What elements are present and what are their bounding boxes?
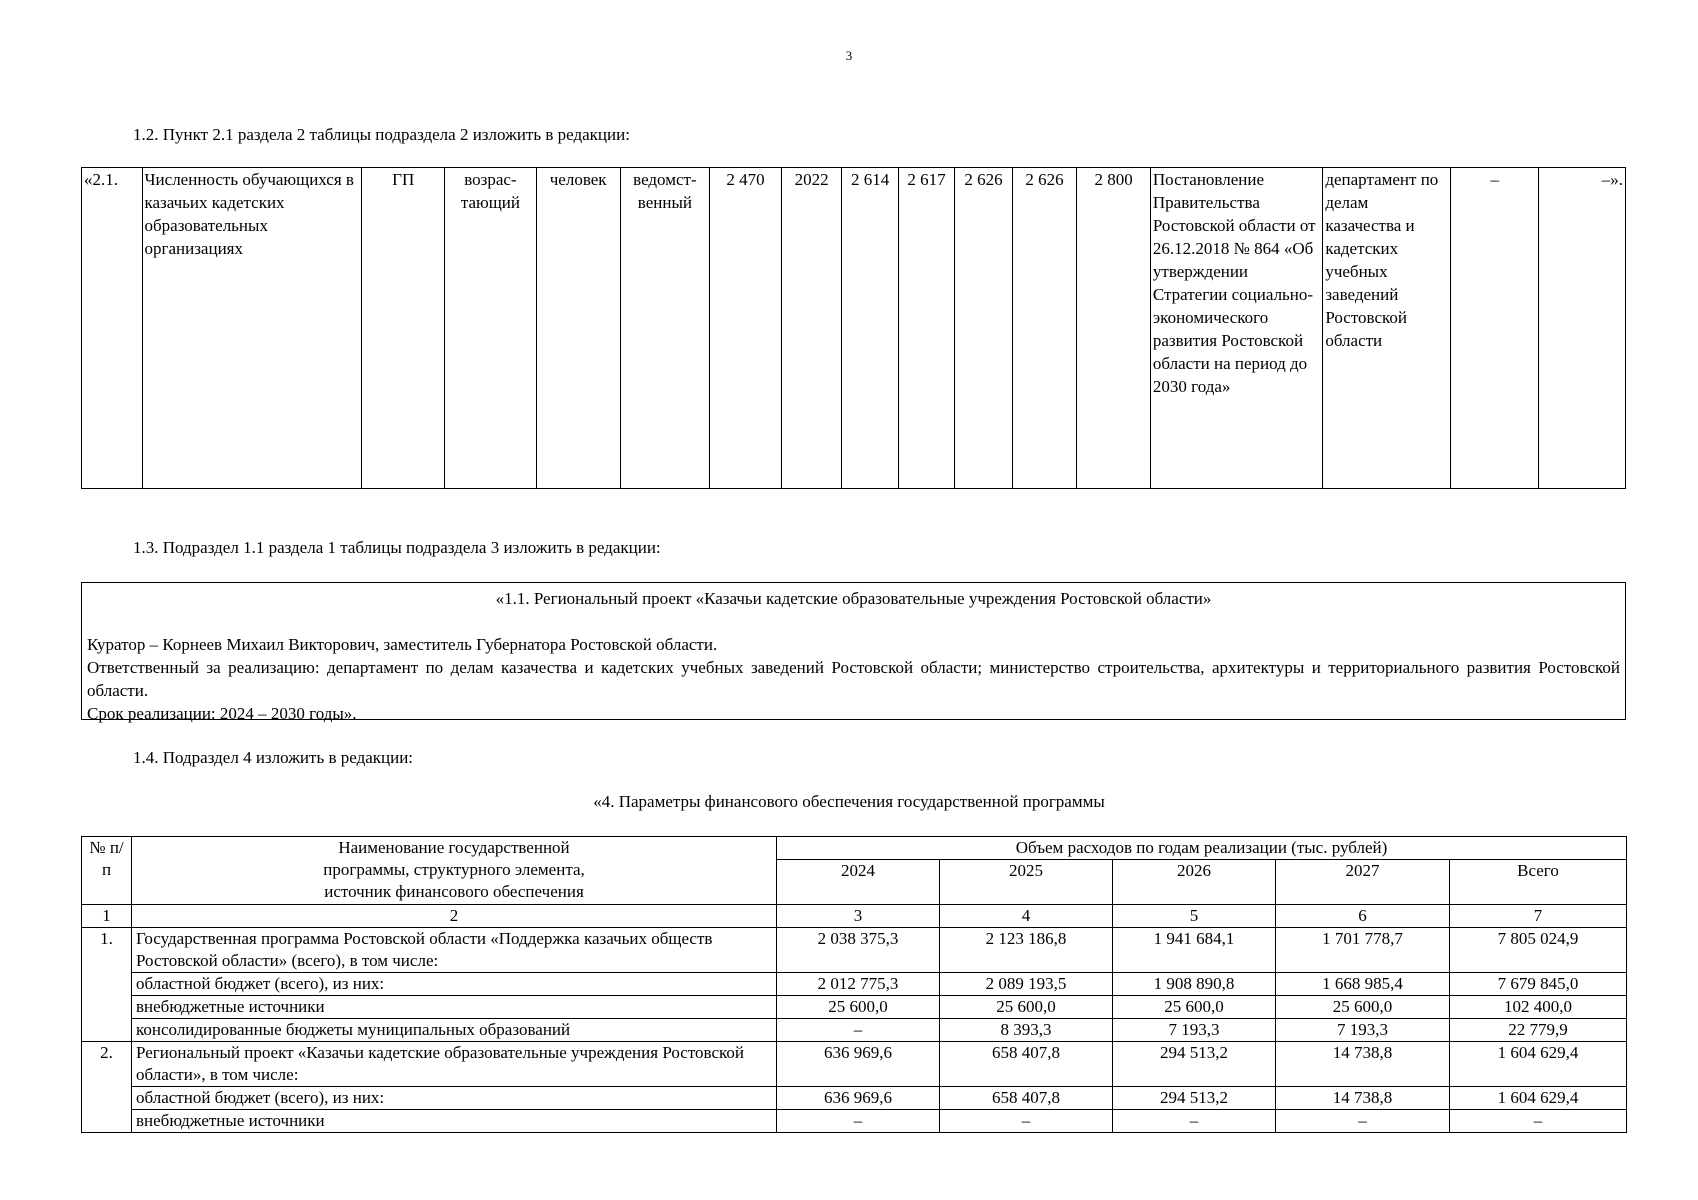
column-number: 5 (1113, 905, 1276, 928)
indicator-dash-1: – (1451, 168, 1539, 489)
table-row (82, 996, 1627, 1019)
column-number-row (82, 905, 1627, 928)
row-value: 1 941 684,1 (1113, 928, 1276, 973)
indicator-base-year: 2022 (781, 168, 842, 489)
row-value: 2 089 193,5 (940, 973, 1113, 996)
row-number: 2. (82, 1042, 132, 1133)
paragraph-1-3: 1.3. Подраздел 1.1 раздела 1 таблицы подраздела 3 изложить в редакции: (133, 538, 661, 557)
header-year: 2025 (940, 860, 1113, 905)
table-row (82, 1019, 1627, 1042)
row-value: 7 193,3 (1276, 1019, 1450, 1042)
indicator-value-2: 2 617 (898, 168, 954, 489)
paragraph-1-2: 1.2. Пункт 2.1 раздела 2 таблицы подраздела 2 изложить в редакции: (133, 125, 630, 144)
row-value: 2 012 775,3 (777, 973, 940, 996)
row-value: 25 600,0 (777, 996, 940, 1019)
header-year: 2027 (1276, 860, 1450, 905)
row-value: 7 679 845,0 (1450, 973, 1627, 996)
project-curator: Куратор – Корнеев Михаил Викторович, заместитель Губернатора Ростовской области. (87, 635, 718, 654)
row-value: 658 407,8 (940, 1042, 1113, 1087)
row-value: 2 123 186,8 (940, 928, 1113, 973)
row-value: – (1113, 1110, 1276, 1133)
row-value: 1 908 890,8 (1113, 973, 1276, 996)
row-value: 7 805 024,9 (1450, 928, 1627, 973)
row-value: 8 393,3 (940, 1019, 1113, 1042)
row-value: 636 969,6 (777, 1087, 940, 1110)
indicator-responsible: департамент по делам казачества и кадетских учебных заведений Ростовской области (1323, 168, 1451, 489)
header-name: Наименование государственной программы, структурного элемента, источник финансового обеспечения (132, 837, 777, 905)
table-row (82, 1087, 1627, 1110)
row-value: 658 407,8 (940, 1087, 1113, 1110)
indicator-name: Численность обучающихся в казачьих кадетских образовательных организациях (142, 168, 362, 489)
row-value: 294 513,2 (1113, 1087, 1276, 1110)
row-name: областной бюджет (всего), из них: (132, 973, 777, 996)
row-name: внебюджетные источники (132, 1110, 777, 1133)
row-value: – (940, 1110, 1113, 1133)
row-name: внебюджетные источники (132, 996, 777, 1019)
finance-header-row (82, 837, 1627, 860)
row-value: – (1276, 1110, 1450, 1133)
column-number: 3 (777, 905, 940, 928)
row-value: 2 038 375,3 (777, 928, 940, 973)
row-name: Региональный проект «Казачьи кадетские образовательные учреждения Ростовской области», в том числе: (132, 1042, 777, 1087)
row-value: 1 604 629,4 (1450, 1042, 1627, 1087)
row-name: консолидированные бюджеты муниципальных образований (132, 1019, 777, 1042)
table-row (82, 973, 1627, 996)
indicator-base-value: 2 470 (710, 168, 782, 489)
indicator-document: Постановление Правительства Ростовской области от 26.12.2018 № 864 «Об утверждении Стратегии социально-экономического развития Ростовской области на период до 2030 года» (1150, 168, 1322, 489)
row-value: 1 668 985,4 (1276, 973, 1450, 996)
column-number: 4 (940, 905, 1113, 928)
table-row (82, 1042, 1627, 1087)
finance-table (81, 836, 1627, 1133)
row-name: областной бюджет (всего), из них: (132, 1087, 777, 1110)
indicator-value-5: 2 800 (1077, 168, 1151, 489)
row-value: 7 193,3 (1113, 1019, 1276, 1042)
project-responsible: Ответственный за реализацию: департамент по делам казачества и кадетских учебных заведений Ростовской области; министерство строительства, архитектуры и территориального развития Ростовской области. (87, 658, 1620, 700)
header-number: № п/п (82, 837, 132, 905)
indicator-value-3: 2 626 (955, 168, 1012, 489)
indicator-number: «2.1. (82, 168, 143, 489)
row-value: 14 738,8 (1276, 1042, 1450, 1087)
row-value: – (777, 1019, 940, 1042)
project-box (81, 582, 1626, 723)
row-name: Государственная программа Ростовской области «Поддержка казачьих обществ Ростовской области» (всего), в том числе: (132, 928, 777, 973)
column-number: 6 (1276, 905, 1450, 928)
row-value: 25 600,0 (1276, 996, 1450, 1019)
row-value: 636 969,6 (777, 1042, 940, 1087)
row-value: 1 604 629,4 (1450, 1087, 1627, 1110)
indicator-value-1: 2 614 (842, 168, 898, 489)
indicator-trend: возрас-тающий (445, 168, 537, 489)
indicator-row (82, 168, 1626, 489)
row-value: – (777, 1110, 940, 1133)
table-row (82, 928, 1627, 973)
indicator-kind: ведомст-венный (620, 168, 710, 489)
indicator-dash-2: –». (1539, 168, 1626, 489)
header-year: 2024 (777, 860, 940, 905)
row-value: 1 701 778,7 (1276, 928, 1450, 973)
column-number: 2 (132, 905, 777, 928)
row-value: 294 513,2 (1113, 1042, 1276, 1087)
row-value: 14 738,8 (1276, 1087, 1450, 1110)
paragraph-1-4: 1.4. Подраздел 4 изложить в редакции: (133, 748, 414, 767)
column-number: 7 (1450, 905, 1627, 928)
header-volume: Объем расходов по годам реализации (тыс. рублей) (777, 837, 1627, 860)
column-number: 1 (82, 905, 132, 928)
indicator-table (81, 167, 1626, 489)
row-value: – (1450, 1110, 1627, 1133)
row-value: 25 600,0 (1113, 996, 1276, 1019)
indicator-value-4: 2 626 (1012, 168, 1077, 489)
project-title: «1.1. Региональный проект «Казачьи кадетские образовательные учреждения Ростовской области» (495, 589, 1212, 608)
row-value: 22 779,9 (1450, 1019, 1627, 1042)
row-value: 25 600,0 (940, 996, 1113, 1019)
table-row (82, 1110, 1627, 1133)
row-value: 102 400,0 (1450, 996, 1627, 1019)
page-number: 3 (845, 48, 853, 63)
indicator-unit: человек (536, 168, 620, 489)
row-number: 1. (82, 928, 132, 1042)
section-4-title: «4. Параметры финансового обеспечения государственной программы (593, 792, 1105, 811)
header-year: 2026 (1113, 860, 1276, 905)
header-total: Всего (1450, 860, 1627, 905)
indicator-type: ГП (362, 168, 445, 489)
project-term: Срок реализации: 2024 – 2030 годы». (87, 704, 357, 723)
